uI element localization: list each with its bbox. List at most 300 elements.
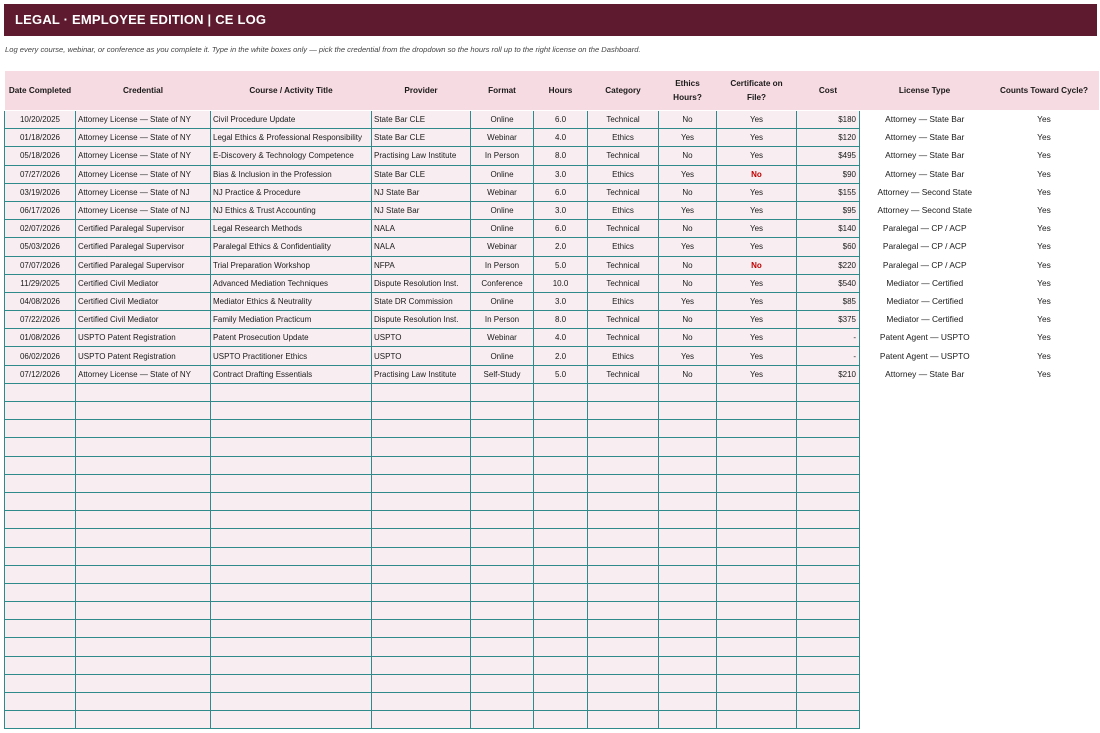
provider-cell[interactable]: NFPA (372, 256, 471, 274)
course-title-cell[interactable]: Paralegal Ethics & Confidentiality (211, 238, 372, 256)
empty-category-cell[interactable] (588, 620, 659, 638)
empty-certificate-cell[interactable] (717, 529, 797, 547)
empty-hours-cell[interactable] (534, 529, 588, 547)
course-title-cell[interactable]: Legal Ethics & Professional Responsibility (211, 129, 372, 147)
empty-course-title-cell[interactable] (211, 565, 372, 583)
category-cell[interactable]: Ethics (588, 292, 659, 310)
empty-format-cell[interactable] (471, 620, 534, 638)
category-cell[interactable]: Technical (588, 329, 659, 347)
date-cell[interactable]: 06/02/2026 (5, 347, 76, 365)
empty-provider-cell[interactable] (372, 402, 471, 420)
hours-cell[interactable]: 2.0 (534, 347, 588, 365)
empty-course-title-cell[interactable] (211, 674, 372, 692)
empty-provider-cell[interactable] (372, 711, 471, 729)
course-title-cell[interactable]: NJ Practice & Procedure (211, 183, 372, 201)
empty-cost-cell[interactable] (797, 547, 860, 565)
format-cell[interactable]: Webinar (471, 329, 534, 347)
empty-provider-cell[interactable] (372, 511, 471, 529)
empty-category-cell[interactable] (588, 693, 659, 711)
provider-cell[interactable]: State DR Commission (372, 292, 471, 310)
certificate-cell[interactable]: Yes (717, 238, 797, 256)
empty-course-title-cell[interactable] (211, 547, 372, 565)
empty-hours-cell[interactable] (534, 656, 588, 674)
empty-cost-cell[interactable] (797, 492, 860, 510)
certificate-cell[interactable]: Yes (717, 274, 797, 292)
empty-category-cell[interactable] (588, 638, 659, 656)
empty-date-cell[interactable] (5, 420, 76, 438)
empty-certificate-cell[interactable] (717, 711, 797, 729)
empty-course-title-cell[interactable] (211, 583, 372, 601)
format-cell[interactable]: Webinar (471, 129, 534, 147)
empty-provider-cell[interactable] (372, 583, 471, 601)
empty-course-title-cell[interactable] (211, 438, 372, 456)
format-cell[interactable]: Online (471, 220, 534, 238)
credential-cell[interactable]: Certified Paralegal Supervisor (76, 220, 211, 238)
date-cell[interactable]: 02/07/2026 (5, 220, 76, 238)
empty-ethics-cell[interactable] (659, 474, 717, 492)
ethics-cell[interactable]: Yes (659, 347, 717, 365)
empty-credential-cell[interactable] (76, 547, 211, 565)
empty-provider-cell[interactable] (372, 383, 471, 401)
empty-hours-cell[interactable] (534, 511, 588, 529)
course-title-cell[interactable]: Bias & Inclusion in the Profession (211, 165, 372, 183)
course-title-cell[interactable]: USPTO Practitioner Ethics (211, 347, 372, 365)
certificate-cell[interactable]: Yes (717, 201, 797, 219)
credential-cell[interactable]: Certified Civil Mediator (76, 311, 211, 329)
empty-category-cell[interactable] (588, 602, 659, 620)
empty-credential-cell[interactable] (76, 693, 211, 711)
ethics-cell[interactable]: No (659, 111, 717, 129)
empty-cost-cell[interactable] (797, 420, 860, 438)
provider-cell[interactable]: Practising Law Institute (372, 147, 471, 165)
certificate-cell[interactable]: Yes (717, 111, 797, 129)
ethics-cell[interactable]: No (659, 256, 717, 274)
empty-credential-cell[interactable] (76, 402, 211, 420)
empty-course-title-cell[interactable] (211, 420, 372, 438)
format-cell[interactable]: Webinar (471, 238, 534, 256)
date-cell[interactable]: 01/18/2026 (5, 129, 76, 147)
empty-format-cell[interactable] (471, 638, 534, 656)
empty-ethics-cell[interactable] (659, 620, 717, 638)
hours-cell[interactable]: 8.0 (534, 311, 588, 329)
ethics-cell[interactable]: No (659, 220, 717, 238)
credential-cell[interactable]: Certified Paralegal Supervisor (76, 256, 211, 274)
empty-provider-cell[interactable] (372, 456, 471, 474)
hours-cell[interactable]: 4.0 (534, 329, 588, 347)
empty-certificate-cell[interactable] (717, 656, 797, 674)
date-cell[interactable]: 05/18/2026 (5, 147, 76, 165)
category-cell[interactable]: Technical (588, 274, 659, 292)
empty-hours-cell[interactable] (534, 402, 588, 420)
ethics-cell[interactable]: Yes (659, 129, 717, 147)
format-cell[interactable]: Webinar (471, 183, 534, 201)
empty-certificate-cell[interactable] (717, 674, 797, 692)
ethics-cell[interactable]: Yes (659, 165, 717, 183)
hours-cell[interactable]: 3.0 (534, 201, 588, 219)
certificate-cell[interactable]: Yes (717, 292, 797, 310)
certificate-cell[interactable]: Yes (717, 183, 797, 201)
empty-credential-cell[interactable] (76, 420, 211, 438)
empty-cost-cell[interactable] (797, 474, 860, 492)
empty-format-cell[interactable] (471, 656, 534, 674)
empty-cost-cell[interactable] (797, 438, 860, 456)
credential-cell[interactable]: USPTO Patent Registration (76, 347, 211, 365)
empty-credential-cell[interactable] (76, 620, 211, 638)
empty-format-cell[interactable] (471, 583, 534, 601)
empty-format-cell[interactable] (471, 565, 534, 583)
date-cell[interactable]: 05/03/2026 (5, 238, 76, 256)
cost-cell[interactable]: - (797, 329, 860, 347)
empty-cost-cell[interactable] (797, 383, 860, 401)
empty-cost-cell[interactable] (797, 583, 860, 601)
empty-date-cell[interactable] (5, 438, 76, 456)
provider-cell[interactable]: USPTO (372, 347, 471, 365)
empty-category-cell[interactable] (588, 492, 659, 510)
empty-certificate-cell[interactable] (717, 456, 797, 474)
cost-cell[interactable]: $210 (797, 365, 860, 383)
empty-category-cell[interactable] (588, 674, 659, 692)
ethics-cell[interactable]: Yes (659, 201, 717, 219)
certificate-cell[interactable]: Yes (717, 220, 797, 238)
format-cell[interactable]: In Person (471, 311, 534, 329)
empty-ethics-cell[interactable] (659, 693, 717, 711)
empty-hours-cell[interactable] (534, 583, 588, 601)
course-title-cell[interactable]: Contract Drafting Essentials (211, 365, 372, 383)
empty-category-cell[interactable] (588, 456, 659, 474)
certificate-cell[interactable]: Yes (717, 311, 797, 329)
empty-credential-cell[interactable] (76, 529, 211, 547)
empty-certificate-cell[interactable] (717, 438, 797, 456)
cost-cell[interactable]: $95 (797, 201, 860, 219)
credential-cell[interactable]: Attorney License — State of NY (76, 129, 211, 147)
empty-category-cell[interactable] (588, 529, 659, 547)
empty-date-cell[interactable] (5, 529, 76, 547)
credential-cell[interactable]: Attorney License — State of NY (76, 111, 211, 129)
empty-ethics-cell[interactable] (659, 674, 717, 692)
empty-date-cell[interactable] (5, 511, 76, 529)
format-cell[interactable]: Conference (471, 274, 534, 292)
credential-cell[interactable]: Certified Civil Mediator (76, 292, 211, 310)
empty-provider-cell[interactable] (372, 602, 471, 620)
empty-certificate-cell[interactable] (717, 474, 797, 492)
cost-cell[interactable]: $85 (797, 292, 860, 310)
empty-ethics-cell[interactable] (659, 402, 717, 420)
empty-cost-cell[interactable] (797, 529, 860, 547)
empty-date-cell[interactable] (5, 693, 76, 711)
empty-hours-cell[interactable] (534, 693, 588, 711)
empty-credential-cell[interactable] (76, 656, 211, 674)
empty-date-cell[interactable] (5, 711, 76, 729)
empty-provider-cell[interactable] (372, 565, 471, 583)
provider-cell[interactable]: Dispute Resolution Inst. (372, 311, 471, 329)
empty-course-title-cell[interactable] (211, 456, 372, 474)
empty-credential-cell[interactable] (76, 511, 211, 529)
empty-format-cell[interactable] (471, 383, 534, 401)
category-cell[interactable]: Ethics (588, 238, 659, 256)
empty-provider-cell[interactable] (372, 474, 471, 492)
empty-certificate-cell[interactable] (717, 420, 797, 438)
empty-cost-cell[interactable] (797, 602, 860, 620)
provider-cell[interactable]: USPTO (372, 329, 471, 347)
empty-format-cell[interactable] (471, 438, 534, 456)
empty-date-cell[interactable] (5, 402, 76, 420)
credential-cell[interactable]: Certified Paralegal Supervisor (76, 238, 211, 256)
date-cell[interactable]: 01/08/2026 (5, 329, 76, 347)
ethics-cell[interactable]: Yes (659, 292, 717, 310)
empty-cost-cell[interactable] (797, 565, 860, 583)
provider-cell[interactable]: NALA (372, 220, 471, 238)
cost-cell[interactable]: $90 (797, 165, 860, 183)
cost-cell[interactable]: $220 (797, 256, 860, 274)
ethics-cell[interactable]: Yes (659, 238, 717, 256)
empty-course-title-cell[interactable] (211, 711, 372, 729)
empty-course-title-cell[interactable] (211, 474, 372, 492)
category-cell[interactable]: Technical (588, 147, 659, 165)
empty-hours-cell[interactable] (534, 420, 588, 438)
empty-provider-cell[interactable] (372, 656, 471, 674)
empty-certificate-cell[interactable] (717, 547, 797, 565)
ethics-cell[interactable]: No (659, 329, 717, 347)
cost-cell[interactable]: $540 (797, 274, 860, 292)
hours-cell[interactable]: 8.0 (534, 147, 588, 165)
credential-cell[interactable]: Attorney License — State of NY (76, 365, 211, 383)
empty-format-cell[interactable] (471, 529, 534, 547)
credential-cell[interactable]: Attorney License — State of NJ (76, 183, 211, 201)
provider-cell[interactable]: State Bar CLE (372, 111, 471, 129)
empty-provider-cell[interactable] (372, 620, 471, 638)
empty-format-cell[interactable] (471, 492, 534, 510)
ethics-cell[interactable]: No (659, 147, 717, 165)
empty-course-title-cell[interactable] (211, 602, 372, 620)
empty-provider-cell[interactable] (372, 547, 471, 565)
date-cell[interactable]: 07/22/2026 (5, 311, 76, 329)
certificate-cell[interactable]: Yes (717, 147, 797, 165)
date-cell[interactable]: 11/29/2025 (5, 274, 76, 292)
empty-cost-cell[interactable] (797, 511, 860, 529)
provider-cell[interactable]: NJ State Bar (372, 183, 471, 201)
hours-cell[interactable]: 6.0 (534, 220, 588, 238)
format-cell[interactable]: In Person (471, 147, 534, 165)
category-cell[interactable]: Technical (588, 220, 659, 238)
hours-cell[interactable]: 3.0 (534, 165, 588, 183)
empty-course-title-cell[interactable] (211, 620, 372, 638)
empty-ethics-cell[interactable] (659, 565, 717, 583)
course-title-cell[interactable]: Advanced Mediation Techniques (211, 274, 372, 292)
empty-credential-cell[interactable] (76, 711, 211, 729)
empty-provider-cell[interactable] (372, 638, 471, 656)
category-cell[interactable]: Technical (588, 111, 659, 129)
ethics-cell[interactable]: No (659, 274, 717, 292)
empty-ethics-cell[interactable] (659, 456, 717, 474)
date-cell[interactable]: 07/27/2026 (5, 165, 76, 183)
empty-certificate-cell[interactable] (717, 583, 797, 601)
empty-category-cell[interactable] (588, 565, 659, 583)
empty-credential-cell[interactable] (76, 602, 211, 620)
category-cell[interactable]: Ethics (588, 201, 659, 219)
empty-date-cell[interactable] (5, 620, 76, 638)
empty-ethics-cell[interactable] (659, 492, 717, 510)
empty-format-cell[interactable] (471, 511, 534, 529)
empty-date-cell[interactable] (5, 638, 76, 656)
empty-hours-cell[interactable] (534, 383, 588, 401)
format-cell[interactable]: Online (471, 292, 534, 310)
empty-date-cell[interactable] (5, 674, 76, 692)
format-cell[interactable]: Online (471, 165, 534, 183)
empty-date-cell[interactable] (5, 383, 76, 401)
empty-credential-cell[interactable] (76, 674, 211, 692)
empty-provider-cell[interactable] (372, 529, 471, 547)
date-cell[interactable]: 03/19/2026 (5, 183, 76, 201)
ethics-cell[interactable]: No (659, 311, 717, 329)
provider-cell[interactable]: NJ State Bar (372, 201, 471, 219)
format-cell[interactable]: In Person (471, 256, 534, 274)
course-title-cell[interactable]: Trial Preparation Workshop (211, 256, 372, 274)
provider-cell[interactable]: State Bar CLE (372, 165, 471, 183)
empty-provider-cell[interactable] (372, 492, 471, 510)
date-cell[interactable]: 10/20/2025 (5, 111, 76, 129)
empty-hours-cell[interactable] (534, 547, 588, 565)
category-cell[interactable]: Ethics (588, 129, 659, 147)
format-cell[interactable]: Online (471, 347, 534, 365)
empty-hours-cell[interactable] (534, 711, 588, 729)
empty-date-cell[interactable] (5, 492, 76, 510)
empty-category-cell[interactable] (588, 656, 659, 674)
empty-format-cell[interactable] (471, 420, 534, 438)
empty-certificate-cell[interactable] (717, 383, 797, 401)
hours-cell[interactable]: 5.0 (534, 256, 588, 274)
empty-format-cell[interactable] (471, 602, 534, 620)
credential-cell[interactable]: Attorney License — State of NY (76, 147, 211, 165)
course-title-cell[interactable]: Mediator Ethics & Neutrality (211, 292, 372, 310)
provider-cell[interactable]: Dispute Resolution Inst. (372, 274, 471, 292)
empty-hours-cell[interactable] (534, 674, 588, 692)
course-title-cell[interactable]: Patent Prosecution Update (211, 329, 372, 347)
date-cell[interactable]: 04/08/2026 (5, 292, 76, 310)
course-title-cell[interactable]: Civil Procedure Update (211, 111, 372, 129)
empty-provider-cell[interactable] (372, 438, 471, 456)
category-cell[interactable]: Technical (588, 183, 659, 201)
empty-provider-cell[interactable] (372, 420, 471, 438)
course-title-cell[interactable]: Legal Research Methods (211, 220, 372, 238)
empty-category-cell[interactable] (588, 547, 659, 565)
hours-cell[interactable]: 2.0 (534, 238, 588, 256)
empty-category-cell[interactable] (588, 402, 659, 420)
cost-cell[interactable]: $155 (797, 183, 860, 201)
empty-category-cell[interactable] (588, 711, 659, 729)
empty-hours-cell[interactable] (534, 456, 588, 474)
hours-cell[interactable]: 6.0 (534, 111, 588, 129)
category-cell[interactable]: Ethics (588, 347, 659, 365)
empty-course-title-cell[interactable] (211, 492, 372, 510)
cost-cell[interactable]: $375 (797, 311, 860, 329)
hours-cell[interactable]: 10.0 (534, 274, 588, 292)
empty-category-cell[interactable] (588, 438, 659, 456)
empty-credential-cell[interactable] (76, 583, 211, 601)
empty-cost-cell[interactable] (797, 402, 860, 420)
empty-course-title-cell[interactable] (211, 529, 372, 547)
empty-ethics-cell[interactable] (659, 711, 717, 729)
cost-cell[interactable]: $120 (797, 129, 860, 147)
empty-credential-cell[interactable] (76, 438, 211, 456)
format-cell[interactable]: Self-Study (471, 365, 534, 383)
empty-cost-cell[interactable] (797, 711, 860, 729)
provider-cell[interactable]: Practising Law Institute (372, 365, 471, 383)
cost-cell[interactable]: $140 (797, 220, 860, 238)
ethics-cell[interactable]: No (659, 183, 717, 201)
ethics-cell[interactable]: No (659, 365, 717, 383)
empty-ethics-cell[interactable] (659, 602, 717, 620)
cost-cell[interactable]: $495 (797, 147, 860, 165)
empty-date-cell[interactable] (5, 565, 76, 583)
certificate-cell[interactable]: Yes (717, 365, 797, 383)
empty-certificate-cell[interactable] (717, 602, 797, 620)
credential-cell[interactable]: Certified Civil Mediator (76, 274, 211, 292)
credential-cell[interactable]: USPTO Patent Registration (76, 329, 211, 347)
provider-cell[interactable]: NALA (372, 238, 471, 256)
empty-certificate-cell[interactable] (717, 402, 797, 420)
empty-cost-cell[interactable] (797, 620, 860, 638)
empty-format-cell[interactable] (471, 402, 534, 420)
certificate-cell[interactable]: Yes (717, 129, 797, 147)
empty-date-cell[interactable] (5, 602, 76, 620)
empty-cost-cell[interactable] (797, 656, 860, 674)
empty-credential-cell[interactable] (76, 638, 211, 656)
empty-certificate-cell[interactable] (717, 693, 797, 711)
empty-hours-cell[interactable] (534, 602, 588, 620)
credential-cell[interactable]: Attorney License — State of NJ (76, 201, 211, 219)
empty-cost-cell[interactable] (797, 674, 860, 692)
empty-credential-cell[interactable] (76, 492, 211, 510)
empty-cost-cell[interactable] (797, 456, 860, 474)
hours-cell[interactable]: 3.0 (534, 292, 588, 310)
empty-category-cell[interactable] (588, 474, 659, 492)
empty-category-cell[interactable] (588, 583, 659, 601)
empty-credential-cell[interactable] (76, 474, 211, 492)
empty-ethics-cell[interactable] (659, 656, 717, 674)
hours-cell[interactable]: 4.0 (534, 129, 588, 147)
empty-credential-cell[interactable] (76, 456, 211, 474)
empty-format-cell[interactable] (471, 693, 534, 711)
empty-course-title-cell[interactable] (211, 402, 372, 420)
empty-ethics-cell[interactable] (659, 547, 717, 565)
empty-format-cell[interactable] (471, 674, 534, 692)
empty-course-title-cell[interactable] (211, 511, 372, 529)
date-cell[interactable]: 07/07/2026 (5, 256, 76, 274)
empty-category-cell[interactable] (588, 383, 659, 401)
credential-cell[interactable]: Attorney License — State of NY (76, 165, 211, 183)
empty-ethics-cell[interactable] (659, 583, 717, 601)
cost-cell[interactable]: $60 (797, 238, 860, 256)
empty-ethics-cell[interactable] (659, 511, 717, 529)
empty-date-cell[interactable] (5, 583, 76, 601)
hours-cell[interactable]: 5.0 (534, 365, 588, 383)
certificate-cell[interactable]: No (717, 256, 797, 274)
empty-date-cell[interactable] (5, 474, 76, 492)
empty-hours-cell[interactable] (534, 620, 588, 638)
empty-credential-cell[interactable] (76, 383, 211, 401)
empty-cost-cell[interactable] (797, 638, 860, 656)
empty-certificate-cell[interactable] (717, 492, 797, 510)
empty-ethics-cell[interactable] (659, 438, 717, 456)
hours-cell[interactable]: 6.0 (534, 183, 588, 201)
empty-certificate-cell[interactable] (717, 511, 797, 529)
empty-hours-cell[interactable] (534, 565, 588, 583)
category-cell[interactable]: Technical (588, 256, 659, 274)
empty-provider-cell[interactable] (372, 693, 471, 711)
empty-hours-cell[interactable] (534, 474, 588, 492)
empty-hours-cell[interactable] (534, 492, 588, 510)
empty-format-cell[interactable] (471, 547, 534, 565)
